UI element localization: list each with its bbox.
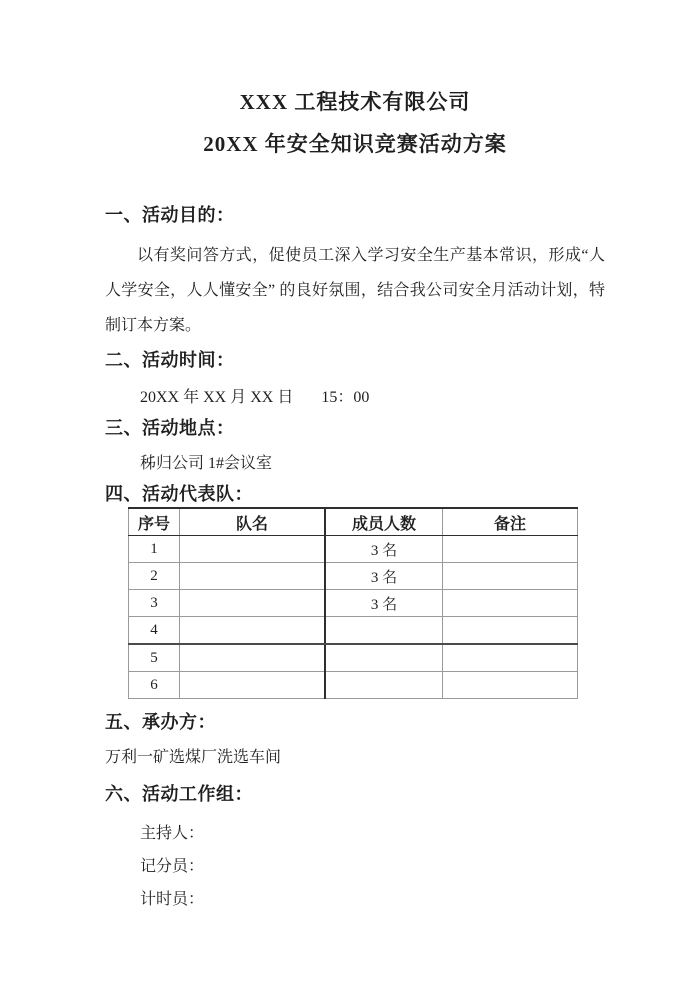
section-5-heading: 五、承办方：: [105, 712, 216, 732]
event-location: 秭归公司 1#会议室: [140, 455, 273, 472]
cell-no: 3: [129, 590, 180, 617]
teams-table: [128, 507, 578, 699]
doc-title-line1: XXX 工程技术有限公司: [239, 90, 471, 114]
table-row: [129, 617, 578, 645]
cell-no: 5: [129, 644, 180, 672]
section-3-heading: 三、活动地点：: [105, 418, 235, 438]
cell-team-name: [180, 563, 326, 590]
table-row: [129, 563, 578, 590]
cell-team-name: [180, 672, 326, 699]
column-header-remarks: 备注: [443, 508, 578, 536]
table-row: [129, 590, 578, 617]
role-scorekeeper: 记分员：: [140, 858, 205, 875]
work-group-roles: [105, 817, 605, 916]
cell-remarks: [443, 617, 578, 645]
section-1-body: 以有奖问答方式，促使员工深入学习安全生产基本常识，形成“人人学安全，人人懂安全” 的良好氛围，结合我公司安全月活动计划，特制订本方案。: [105, 247, 605, 334]
doc-title-line2: 20XX 年安全知识竞赛活动方案: [203, 132, 507, 156]
table-row: [129, 536, 578, 563]
role-host: 主持人：: [140, 825, 205, 842]
cell-remarks: [443, 536, 578, 563]
table-row: [129, 644, 578, 672]
column-header-no: 序号: [129, 508, 180, 536]
cell-member-count: 3 名: [325, 590, 443, 617]
organizer-line: 万利一矿选煤厂洗选车间: [105, 749, 282, 766]
role-timekeeper: 计时员：: [140, 891, 205, 908]
cell-remarks: [443, 590, 578, 617]
cell-member-count: [325, 644, 443, 672]
teams-table-header-row: [129, 508, 578, 536]
cell-no: 6: [129, 672, 180, 699]
cell-member-count: [325, 672, 443, 699]
table-row: [129, 672, 578, 699]
cell-team-name: [180, 644, 326, 672]
cell-team-name: [180, 536, 326, 563]
cell-team-name: [180, 590, 326, 617]
section-6-heading: 六、活动工作组：: [105, 784, 253, 804]
event-time: 15：00: [321, 389, 370, 406]
column-header-member-count: 成员人数: [325, 508, 443, 536]
section-4-heading: 四、活动代表队：: [105, 484, 253, 504]
cell-no: 1: [129, 536, 180, 563]
cell-remarks: [443, 672, 578, 699]
cell-member-count: 3 名: [325, 563, 443, 590]
column-header-team-name: 队名: [180, 508, 326, 536]
section-1-heading: 一、活动目的：: [105, 205, 235, 225]
cell-no: 4: [129, 617, 180, 645]
cell-team-name: [180, 617, 326, 645]
section-2-heading: 二、活动时间：: [105, 350, 235, 370]
event-datetime-line: [140, 387, 605, 409]
cell-remarks: [443, 644, 578, 672]
cell-remarks: [443, 563, 578, 590]
cell-member-count: 3 名: [325, 536, 443, 563]
cell-member-count: [325, 617, 443, 645]
cell-no: 2: [129, 563, 180, 590]
event-date: 20XX 年 XX 月 XX 日: [140, 389, 294, 406]
